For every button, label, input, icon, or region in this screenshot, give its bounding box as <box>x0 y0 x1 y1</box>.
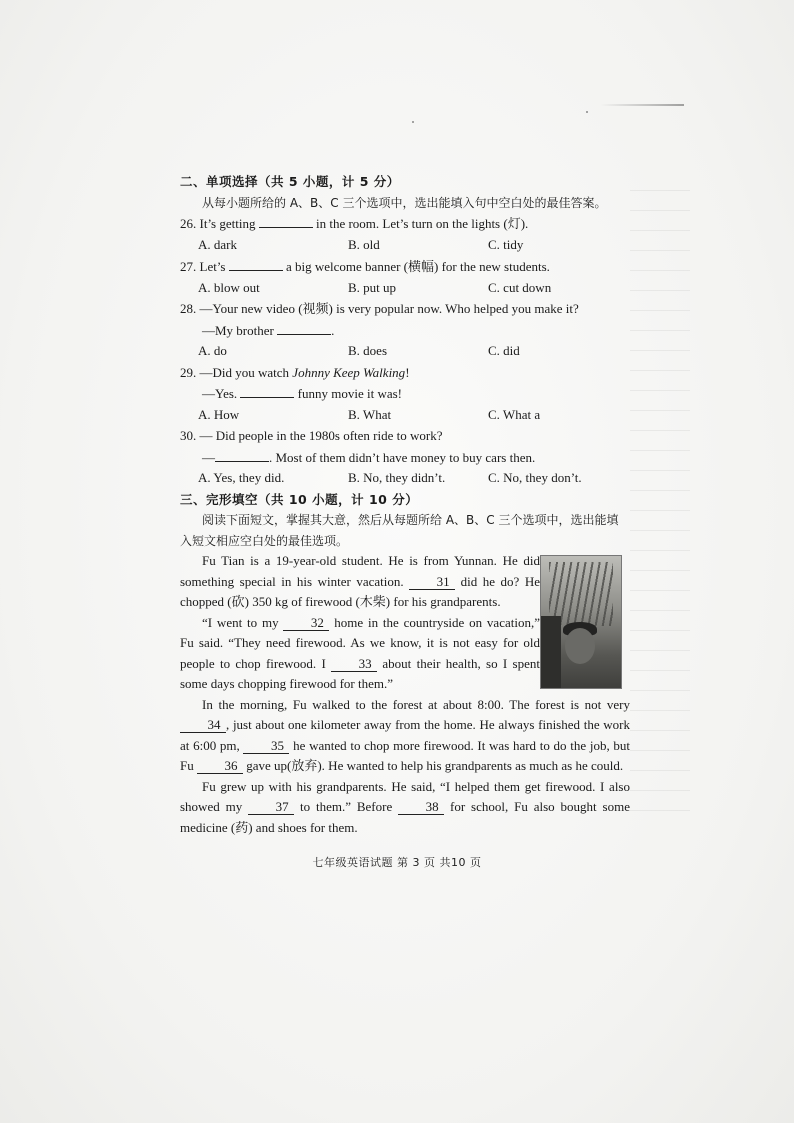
scan-dot <box>586 111 588 113</box>
options-26 <box>180 235 630 256</box>
cloze-passage <box>180 551 630 838</box>
option-b: B. What <box>348 406 392 422</box>
blank-35: 35 <box>243 738 289 754</box>
blank-36: 36 <box>197 758 243 774</box>
option-b: B. No, they didn’t. <box>348 470 446 485</box>
question-30: 30. — Did people in the 1980s often ride to work? <box>180 428 443 443</box>
section2-instruction: 从每小题所给的 A、B、C 三个选项中，选出能填入句中空白处的最佳答案。 <box>202 195 607 210</box>
student-photo <box>540 555 622 689</box>
paragraph-3: In the morning, Fu walked to the forest at about 8:00. The forest is not very 34 , just about one kilometer away from the home. He always finished the work at 6:00 pm, 35 he wanted to chop more firewood. It was hard to do the job, but Fu 36 gave up(放弃). He wanted to help his grandparents as much as he could. <box>180 696 630 773</box>
options-29 <box>180 405 630 426</box>
bleed-through <box>630 190 690 830</box>
blank-34: 34 <box>180 717 226 733</box>
option-b: B. does <box>348 343 387 358</box>
options-30 <box>180 468 630 489</box>
blank-31: 31 <box>409 574 455 590</box>
question-29: 29. —Did you watch Johnny Keep Walking! <box>180 364 410 380</box>
option-c: C. tidy <box>488 236 524 252</box>
question-29-reply: —Yes. funny movie it was! <box>180 383 630 405</box>
question-28: 28. —Your new video (视频) is very popular now. Who helped you make it? <box>180 301 579 316</box>
option-a: A. do <box>198 343 227 358</box>
exam-content <box>180 172 630 838</box>
section3-instruction: 阅读下面短文，掌握其大意，然后从每题所给 A、B、C 三个选项中，选出能填入短文相应空白处的最佳选项。 <box>180 513 619 548</box>
page-footer: 七年级英语试题 第 3 页 共10 页 <box>312 856 482 869</box>
blank-37: 37 <box>248 799 294 815</box>
question-27: 27. Let’s a big welcome banner (横幅) for the new students. <box>180 256 630 278</box>
option-a: A. How <box>198 406 240 422</box>
scan-mark <box>600 104 684 106</box>
option-a: A. dark <box>198 236 237 252</box>
options-28 <box>180 341 630 362</box>
option-c: C. No, they don’t. <box>488 470 582 485</box>
movie-title: Johnny Keep Walking <box>292 364 406 380</box>
blank-38: 38 <box>398 799 444 815</box>
option-c: C. What a <box>488 406 541 422</box>
options-27 <box>180 278 630 299</box>
section2-heading: 二、单项选择（共 5 小题，计 5 分） <box>180 174 400 189</box>
option-a: A. Yes, they did. <box>198 470 285 485</box>
answer-blank <box>229 256 283 271</box>
section3-heading: 三、完形填空（共 10 小题，计 10 分） <box>180 491 419 507</box>
scan-dot <box>412 121 414 123</box>
option-b: B. put up <box>348 279 397 295</box>
paragraph-4: Fu grew up with his grandparents. He said, “I helped them get firewood. I also showed my 37 to them.” Before 38 for school, Fu also bought some medicine (药) and shoes for them. <box>180 778 630 835</box>
blank-33: 33 <box>331 656 377 672</box>
answer-blank <box>215 447 269 462</box>
paragraph-2: “I went to my 32 home in the countryside on vacation,” Fu said. “They need firewood. As we know, it is not easy for old people to chop firewood. I 33 about their health, so I spent some days chopping firewood for them.” <box>180 614 540 691</box>
option-a: A. blow out <box>198 279 260 295</box>
option-c: C. did <box>488 343 520 358</box>
face <box>565 628 595 664</box>
answer-blank <box>277 320 331 335</box>
option-b: B. old <box>348 236 380 252</box>
paragraph-1: Fu Tian is a 19-year-old student. He is from Yunnan. He did something special in his winter vacation. 31 did he do? He chopped (砍) 350 kg of firewood (木柴) for his grandparents. <box>180 553 540 609</box>
answer-blank <box>240 383 294 398</box>
blank-32: 32 <box>283 615 329 631</box>
question-28-reply: —My brother . <box>180 320 630 342</box>
back-frame <box>541 616 561 688</box>
question-30-reply: — . Most of them didn’t have money to buy cars then. <box>180 447 630 469</box>
question-26: 26. It’s getting in the room. Let’s turn on the lights (灯). <box>180 213 630 235</box>
answer-blank <box>259 213 313 228</box>
option-c: C. cut down <box>488 279 552 295</box>
